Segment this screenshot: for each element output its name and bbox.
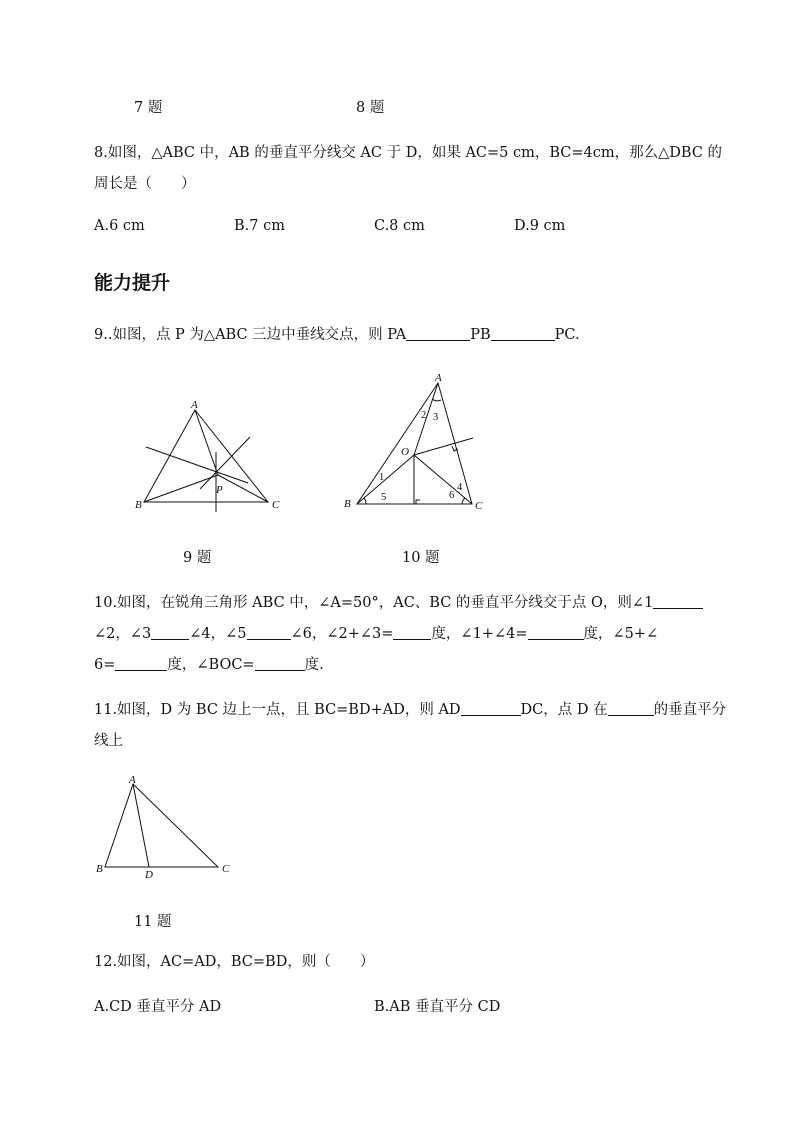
q10-text-5: 度，∠1+∠4= — [431, 626, 528, 642]
fig9-triangle-abc — [144, 410, 268, 502]
fig9-label-a: A — [191, 399, 198, 411]
fig9-label-p: P — [216, 484, 223, 496]
fig10-angle-4: 4 — [457, 482, 463, 493]
q11-text-1: 11.如图，D 为 BC 边上一点，且 BC=BD+AD，则 AD — [94, 702, 461, 718]
fig10-label-b: B — [344, 498, 351, 510]
fig9-label-c: C — [272, 499, 280, 511]
fig10-angle-6: 6 — [449, 490, 455, 501]
fig10-arc-6 — [462, 498, 465, 504]
fig9-label-b: B — [135, 499, 142, 511]
caption-q9: 9 题 — [183, 550, 212, 566]
fig9-segment-bp — [144, 475, 218, 502]
q8-stem-line1: 8.如图，△ABC 中，AB 的垂直平分线交 AC 于 D，如果 AC=5 cm，BC=4cm，那么△DBC 的 — [94, 145, 723, 161]
q12-stem: 12.如图，AC=AD，BC=BD，则（ ） — [94, 954, 375, 970]
q10-text-6: 度，∠5+∠ — [583, 626, 659, 642]
fig10-angle-1: 1 — [379, 472, 385, 483]
q10-text-1: 10.如图，在锐角三角形 ABC 中，∠A=50°，AC、BC 的垂直平分线交于点 O，则∠1 — [94, 595, 654, 611]
q8-option-d: D.9 cm — [514, 218, 566, 234]
q8-stem-line2: 周长是（ ） — [94, 176, 196, 192]
q8-option-c: C.8 cm — [374, 218, 425, 234]
q11-text-3: 的垂直平分 — [653, 702, 727, 718]
caption-q11: 11 题 — [134, 914, 172, 930]
q11-text-2: DC，点 D 在 — [520, 702, 608, 718]
q10-text-4: ∠6，∠2+∠3= — [290, 626, 394, 642]
q9-blank-2[interactable] — [491, 326, 555, 342]
fig10-label-c: C — [475, 500, 483, 512]
q10-blank-2[interactable] — [151, 625, 189, 641]
fig10-arc-3 — [432, 399, 441, 401]
fig10-arc-5 — [364, 498, 366, 504]
q10-blank-4[interactable] — [393, 625, 431, 641]
figure-9-triangle — [130, 390, 290, 520]
q10-text-2: ∠2，∠3 — [94, 626, 152, 642]
q11-line1 — [94, 698, 726, 719]
q8-option-b: B.7 cm — [234, 218, 285, 234]
q9-text-3: PC. — [554, 327, 580, 343]
q11-blank-1[interactable] — [461, 701, 521, 717]
caption-q10: 10 题 — [402, 550, 440, 566]
q11-blank-2[interactable] — [608, 701, 654, 717]
fig9-bisector-ab — [146, 447, 248, 483]
q12-option-b: B.AB 垂直平分 CD — [374, 999, 501, 1015]
fig10-angle-3: 3 — [433, 412, 439, 423]
fig10-label-o: O — [401, 446, 409, 458]
fig11-label-a: A — [129, 774, 136, 786]
q10-blank-7[interactable] — [255, 656, 305, 672]
fig11-label-b: B — [96, 863, 103, 875]
q10-blank-1[interactable] — [653, 594, 703, 610]
q10-blank-3[interactable] — [247, 625, 291, 641]
fig10-angle-2: 2 — [421, 410, 427, 421]
fig11-label-d: D — [145, 869, 153, 881]
fig9-segment-cp — [218, 475, 268, 502]
fig11-label-c: C — [222, 863, 230, 875]
fig10-bisector-ac — [414, 438, 473, 455]
q10-line3 — [94, 653, 324, 674]
figure-10-triangle — [340, 368, 490, 518]
q9-stem — [94, 323, 580, 344]
q11-line2: 线上 — [94, 733, 123, 749]
q9-blank-1[interactable] — [406, 326, 470, 342]
q12-option-a: A.CD 垂直平分 AD — [94, 999, 222, 1015]
fig11-segment-ad — [133, 784, 149, 867]
q10-blank-6[interactable] — [115, 656, 167, 672]
q9-text-1: 9..如图，点 P 为△ABC 三边中垂线交点，则 PA — [94, 327, 407, 343]
q10-text-7: 6= — [94, 657, 116, 673]
figure-11-triangle — [92, 772, 242, 882]
q10-line1 — [94, 591, 703, 612]
fig10-angle-5: 5 — [381, 492, 387, 503]
q10-text-3: ∠4，∠5 — [189, 626, 247, 642]
q10-text-9: 度. — [304, 657, 324, 673]
q8-option-a: A.6 cm — [94, 218, 145, 234]
fig10-segment-co — [414, 455, 472, 504]
caption-q8: 8 题 — [356, 100, 385, 116]
q10-text-8: 度，∠BOC= — [167, 657, 255, 673]
q10-blank-5[interactable] — [528, 625, 584, 641]
q9-text-2: PB — [470, 327, 491, 343]
q10-line2 — [94, 622, 658, 643]
fig10-label-a: A — [435, 372, 442, 384]
fig10-right-angle-mark — [416, 500, 420, 504]
section-title: 能力提升 — [94, 272, 171, 294]
fig11-triangle-abc — [105, 784, 218, 867]
caption-q7: 7 题 — [134, 100, 163, 116]
